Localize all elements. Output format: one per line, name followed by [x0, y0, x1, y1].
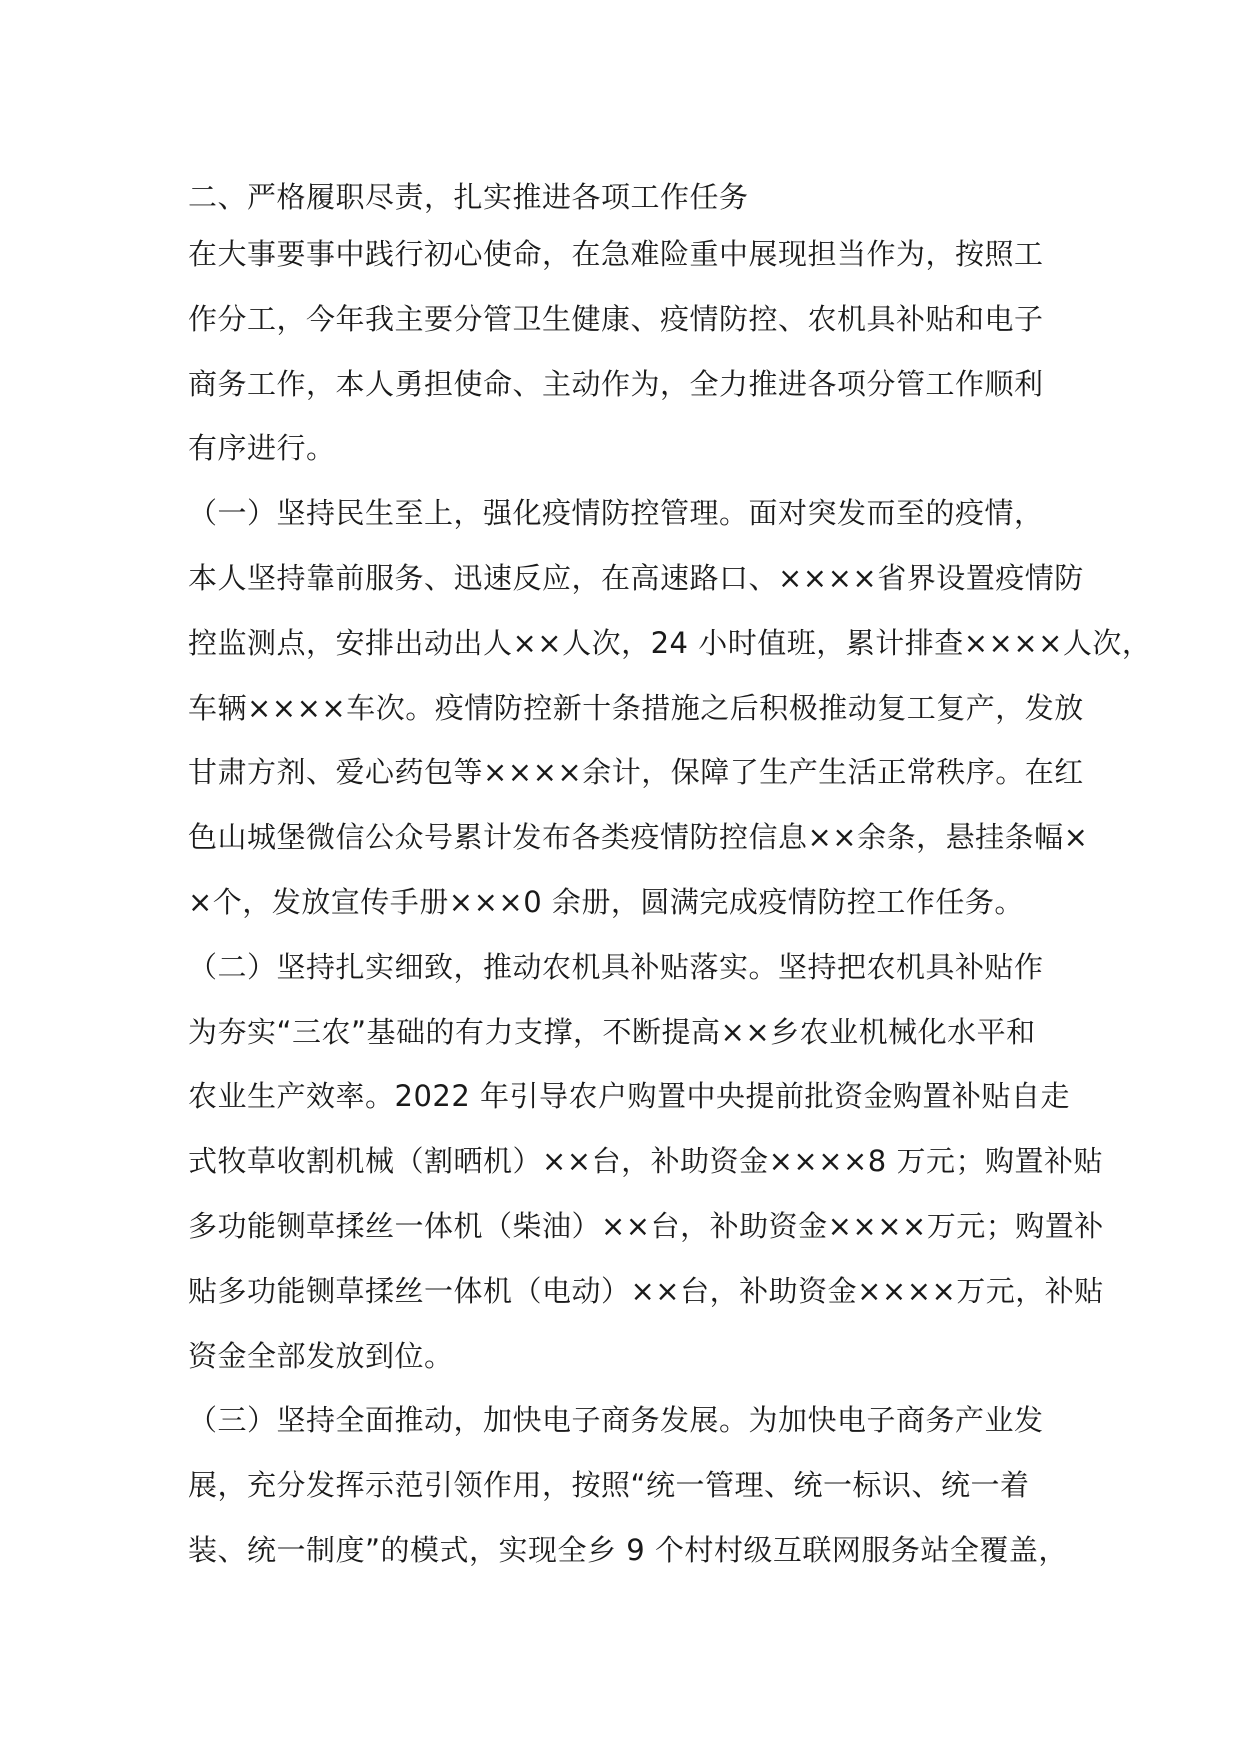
text-line: 商务工作，本人勇担使命、主动作为，全力推进各项分管工作顺利	[188, 366, 1044, 401]
text-line: 农业生产效率。2022 年引导农户购置中央提前批资金购置补贴自走	[188, 1079, 1071, 1114]
document-page	[188, 172, 1152, 1583]
text-line: 色山城堡微信公众号累计发布各类疫情防控信息××余条，悬挂条幅×	[188, 820, 1089, 855]
text-line: 控监测点，安排出动出人××人次，24 小时值班，累计排查××××人次，	[188, 625, 1152, 660]
text-line: 展，充分发挥示范引领作用，按照“统一管理、统一标识、统一着	[188, 1468, 1030, 1503]
section-heading: 二、严格履职尽责，扎实推进各项工作任务	[188, 180, 749, 214]
paragraph-epidemic-control	[188, 481, 1152, 935]
text-line: 贴多功能铡草揉丝一体机（电动）××台，补助资金××××万元，补贴	[188, 1273, 1104, 1308]
paragraph-intro	[188, 222, 1088, 481]
text-line: （一）坚持民生至上，强化疫情防控管理。面对突发而至的疫情，	[188, 496, 1044, 531]
text-line: 本人坚持靠前服务、迅速反应，在高速路口、××××省界设置疫情防	[188, 560, 1084, 595]
text-line: ×个，发放宣传手册×××0 余册，圆满完成疫情防控工作任务。	[188, 884, 1024, 919]
text-line: 车辆××××车次。疫情防控新十条措施之后积极推动复工复产，发放	[188, 690, 1084, 725]
text-line: 式牧草收割机械（割晒机）××台，补助资金××××8 万元；购置补贴	[188, 1144, 1103, 1179]
paragraph-ecommerce	[188, 1388, 1088, 1582]
text-line: 多功能铡草揉丝一体机（柴油）××台，补助资金××××万元；购置补	[188, 1208, 1104, 1243]
text-line: 作分工，今年我主要分管卫生健康、疫情防控、农机具补贴和电子	[188, 301, 1044, 336]
text-line: （三）坚持全面推动，加快电子商务发展。为加快电子商务产业发	[188, 1403, 1044, 1438]
text-line: 装、统一制度”的模式，实现全乡 9 个村村级互联网服务站全覆盖，	[188, 1532, 1068, 1567]
text-line: 在大事要事中践行初心使命，在急难险重中展现担当作为，按照工	[188, 237, 1044, 271]
text-line: （二）坚持扎实细致，推动农机具补贴落实。坚持把农机具补贴作	[188, 949, 1044, 984]
text-line: 资金全部发放到位。	[188, 1338, 454, 1373]
text-line: 有序进行。	[188, 431, 336, 466]
text-line: 为夯实“三农”基础的有力支撑，不断提高××乡农业机械化水平和	[188, 1014, 1036, 1049]
paragraph-agri-machinery	[188, 935, 1104, 1389]
text-line: 甘肃方剂、爱心药包等××××余计，保障了生产生活正常秩序。在红	[188, 755, 1084, 790]
